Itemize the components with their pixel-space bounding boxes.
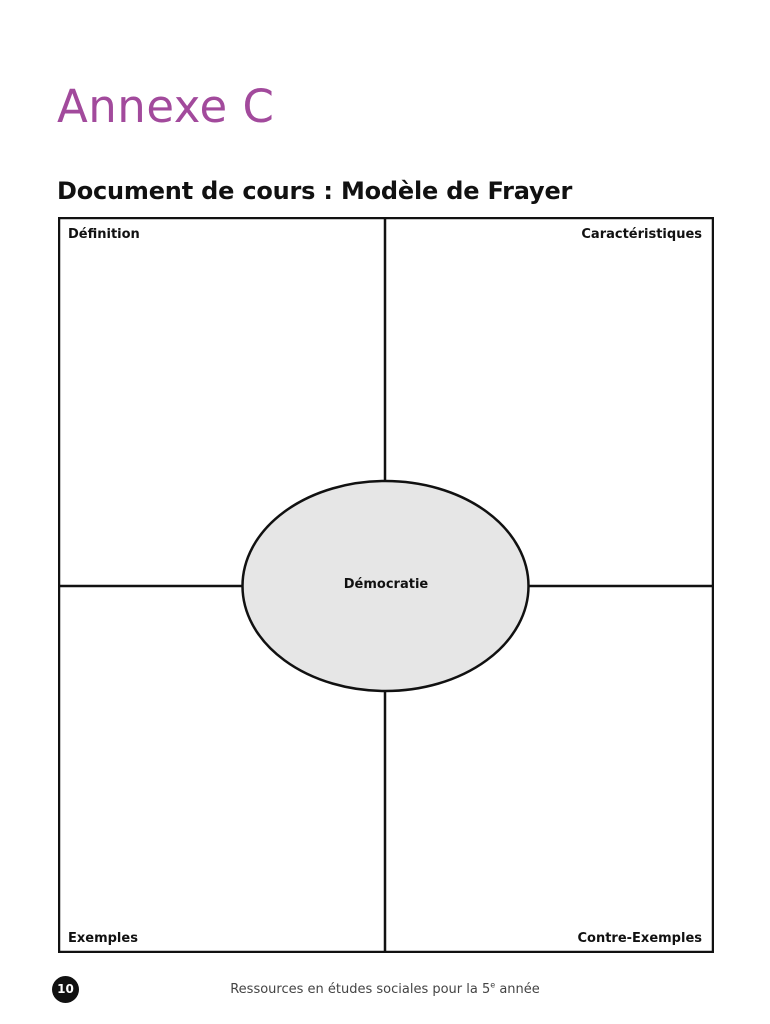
footer-text-end: année	[495, 982, 540, 997]
quadrant-label-characteristics: Caractéristiques	[581, 227, 702, 242]
footer-text-superscript: e	[490, 980, 496, 990]
center-concept: Démocratie	[343, 577, 429, 592]
quadrant-label-examples: Exemples	[68, 931, 138, 946]
footer-text-main: Ressources en études sociales pour la 5	[230, 982, 491, 997]
page-footer	[0, 973, 770, 1007]
quadrant-label-definition: Définition	[68, 227, 140, 242]
frayer-model	[58, 217, 714, 953]
page-number-badge: 10	[52, 976, 79, 1003]
document-title: Document de cours : Modèle de Frayer	[57, 177, 573, 205]
quadrant-label-non-examples: Contre-Exemples	[577, 931, 702, 946]
footer-publication-title	[200, 982, 570, 997]
annex-title: Annexe C	[57, 80, 275, 133]
